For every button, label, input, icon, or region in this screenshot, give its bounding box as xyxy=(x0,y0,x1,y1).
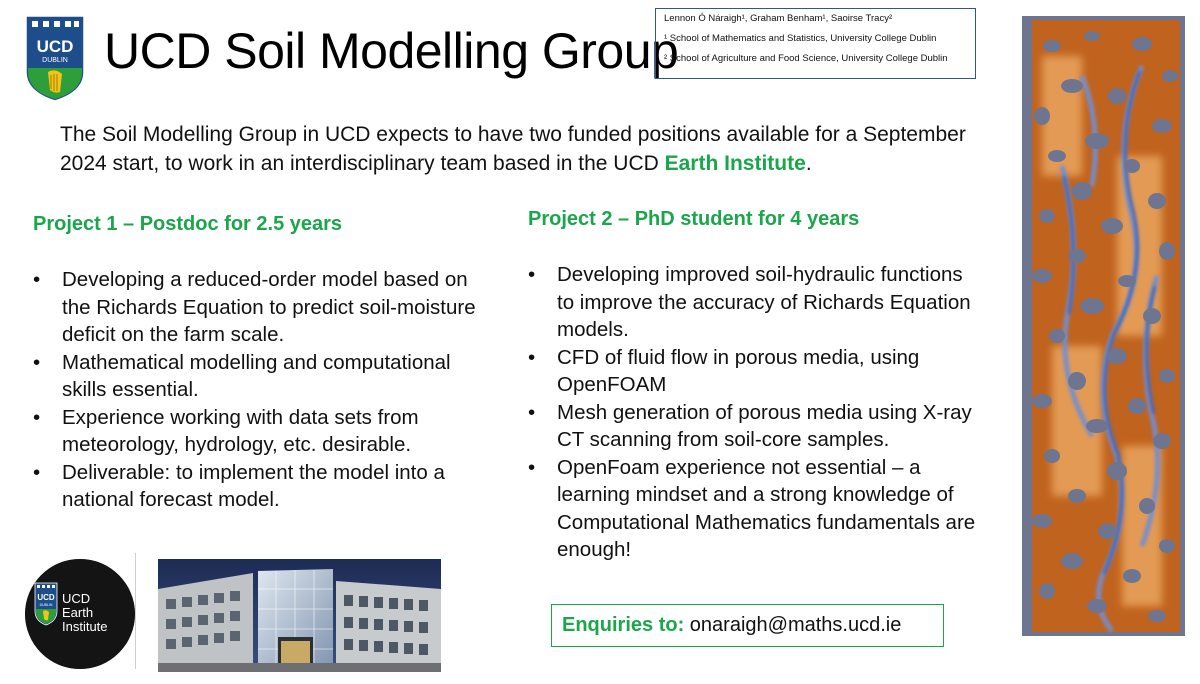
project2-heading: Project 2 – PhD student for 4 years xyxy=(528,208,860,230)
svg-text:UCD: UCD xyxy=(36,37,74,56)
page-title: UCD Soil Modelling Group xyxy=(104,23,679,79)
intro-period: . xyxy=(805,152,812,175)
ucd-earth-institute-logo xyxy=(25,559,135,669)
logo-divider xyxy=(135,553,136,669)
project1-heading: Project 1 – Postdoc for 2.5 years xyxy=(33,213,343,235)
bullet-item: • Mesh generation of porous media using X-ray CT scanning from soil-core samples. xyxy=(528,399,978,454)
enquiry-label: Enquiries to: xyxy=(562,614,685,636)
soil-simulation-image xyxy=(1022,16,1185,636)
intro-paragraph xyxy=(60,120,980,178)
bullet-item: • OpenFoam experience not essential – a learning mindset and a strong knowledge of Computational Mathematics fundamentals are enough! xyxy=(528,454,978,564)
bullet-item: • Experience working with data sets from meteorology, hydrology, etc. desirable. xyxy=(33,404,483,459)
svg-text:UCD: UCD xyxy=(37,593,55,602)
author-names: Lennon Ó Náraigh¹, Graham Benham¹, Saoirse Tracy² xyxy=(664,13,893,24)
enquiry-box xyxy=(551,604,944,647)
earth-institute-building-photo xyxy=(158,559,441,672)
svg-text:DUBLIN: DUBLIN xyxy=(42,57,68,64)
affiliation-2: ² School of Agriculture and Food Science, University College Dublin xyxy=(664,53,948,64)
bullet-item: • Developing improved soil-hydraulic functions to improve the accuracy of Richards Equation models. xyxy=(528,261,978,344)
authors-box xyxy=(655,8,976,79)
project1-bullet-list xyxy=(33,266,483,514)
bullet-item: • CFD of fluid flow in porous media, using OpenFOAM xyxy=(528,344,978,399)
ucd-crest-logo xyxy=(24,14,86,102)
earth-institute-highlight: Earth Institute xyxy=(664,152,806,175)
enquiry-email[interactable]: onaraigh@maths.ucd.ie xyxy=(689,614,902,636)
svg-text:Earth: Earth xyxy=(62,605,94,620)
bullet-item: • Developing a reduced-order model based on the Richards Equation to predict soil-moisture deficit on the farm scale. xyxy=(33,266,483,349)
intro-text: The Soil Modelling Group in UCD expects to have two funded positions available for a September 2024 start, to work in an interdisciplinary team based in the UCD xyxy=(60,123,966,175)
svg-text:Institute: Institute xyxy=(62,619,108,634)
svg-text:UCD: UCD xyxy=(62,591,91,606)
affiliation-1: ¹ School of Mathematics and Statistics, University College Dublin xyxy=(664,33,937,44)
project2-bullet-list xyxy=(528,261,978,564)
bullet-item: • Deliverable: to implement the model into a national forecast model. xyxy=(33,459,483,514)
svg-text:DUBLIN: DUBLIN xyxy=(39,603,53,607)
bullet-item: • Mathematical modelling and computational skills essential. xyxy=(33,349,483,404)
